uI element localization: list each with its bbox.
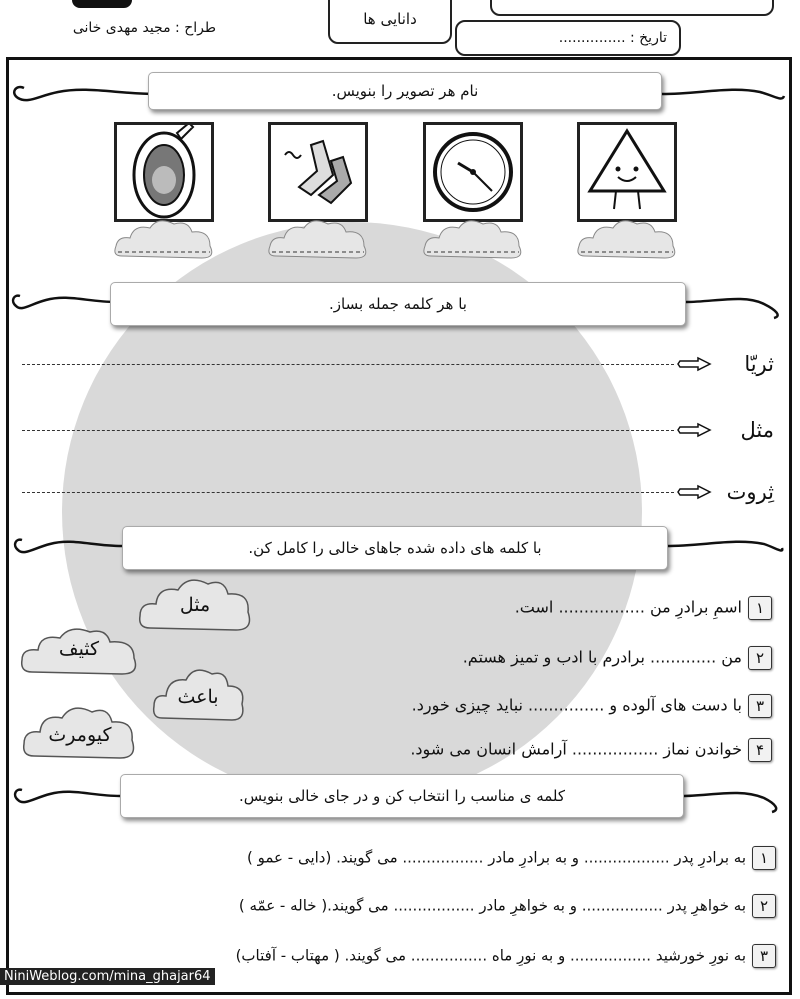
picture-frame-clock — [423, 122, 523, 222]
item-number: ۲ — [752, 894, 776, 918]
socks-icon — [271, 125, 365, 219]
choice-item-2 — [239, 894, 776, 918]
item-number: ۳ — [748, 694, 772, 718]
answer-cloud-1 — [112, 216, 216, 266]
item-text: به خواهرِ پدر ................. و به خواهرِ مادر ................. می گویند.( خاله - عمّه ) — [238, 896, 746, 915]
arrow-icon-1 — [676, 356, 712, 372]
swirl-right-4 — [680, 784, 790, 814]
answer-line-3 — [22, 492, 674, 493]
section4-title: کلمه ی مناسب را انتخاب کن و در جای خالی بنویس. — [120, 774, 684, 818]
item-text: اسمِ برادرِ من ................. است. — [514, 597, 742, 617]
picture-frame-mouth — [114, 122, 214, 222]
arrow-icon-2 — [676, 422, 712, 438]
word-cloud-2-label: کثیف — [58, 638, 100, 660]
item-text: من ............. برادرم با ادب و تمیز هستم. — [462, 647, 742, 667]
sentence-word-1: ثریّا — [744, 352, 774, 376]
fill-item-1 — [515, 596, 772, 620]
picture-frame-socks — [268, 122, 368, 222]
item-text: به برادرِ پدر .................. و به برادرِ مادر ................. می گویند. (دایی - عمو ) — [247, 848, 746, 867]
item-text: به نورِ خورشید ................. و به نورِ ماه ................ می گویند. ( مهتاب - آفتاب) — [235, 946, 746, 965]
weblog-footer: NiniWeblog.com/mina_ghajar64 — [0, 968, 215, 985]
picture-frame-triangle — [577, 122, 677, 222]
swirl-right-2 — [684, 290, 790, 320]
swirl-left-2 — [8, 290, 118, 314]
fill-item-4 — [410, 738, 772, 762]
item-text: با دست های آلوده و ............... نباید چیزی خورد. — [411, 695, 742, 715]
answer-line-2 — [22, 430, 674, 431]
swirl-right-1 — [660, 82, 790, 106]
section1-title: نام هر تصویر را بنویس. — [148, 72, 662, 110]
designer-credit: طراح : مجید مهدی خانی — [72, 20, 216, 36]
date-label: تاریخ : ............... — [558, 30, 667, 46]
name-box — [490, 0, 774, 16]
item-text: خواندن نماز ................. آرامش انسان می شود. — [410, 739, 742, 759]
date-box — [455, 20, 681, 56]
item-number: ۴ — [748, 738, 772, 762]
mouth-icon — [117, 125, 211, 219]
fill-item-2 — [463, 646, 772, 670]
sentence-word-3: ثِروت — [726, 480, 774, 504]
item-number: ۱ — [752, 846, 776, 870]
section3-title: با کلمه های داده شده جاهای خالی را کامل کن. — [122, 526, 668, 570]
word-cloud-3-label: باعث — [177, 686, 219, 708]
item-number: ۱ — [748, 596, 772, 620]
answer-cloud-3 — [421, 216, 525, 266]
choice-item-3 — [236, 944, 776, 968]
swirl-left-1 — [8, 82, 158, 106]
item-number: ۲ — [748, 646, 772, 670]
subject-label: دانایی ها — [363, 10, 417, 28]
sentence-word-2: مثل — [740, 418, 774, 442]
swirl-left-3 — [8, 534, 124, 558]
section2-title: با هر کلمه جمله بساز. — [110, 282, 686, 326]
header-logo-fragment — [72, 0, 132, 8]
answer-cloud-2 — [266, 216, 370, 266]
fill-item-3 — [412, 694, 772, 718]
clock-icon — [426, 125, 520, 219]
subject-box — [328, 0, 452, 44]
arrow-icon-3 — [676, 484, 712, 500]
word-cloud-1-label: مثل — [179, 594, 211, 616]
triangle-face-icon — [580, 125, 674, 219]
answer-line-1 — [22, 364, 674, 365]
word-cloud-4-label: کیومرث — [48, 724, 112, 746]
item-number: ۳ — [752, 944, 776, 968]
swirl-right-3 — [664, 534, 790, 558]
answer-cloud-4 — [575, 216, 679, 266]
choice-item-1 — [247, 846, 776, 870]
swirl-left-4 — [8, 784, 122, 808]
